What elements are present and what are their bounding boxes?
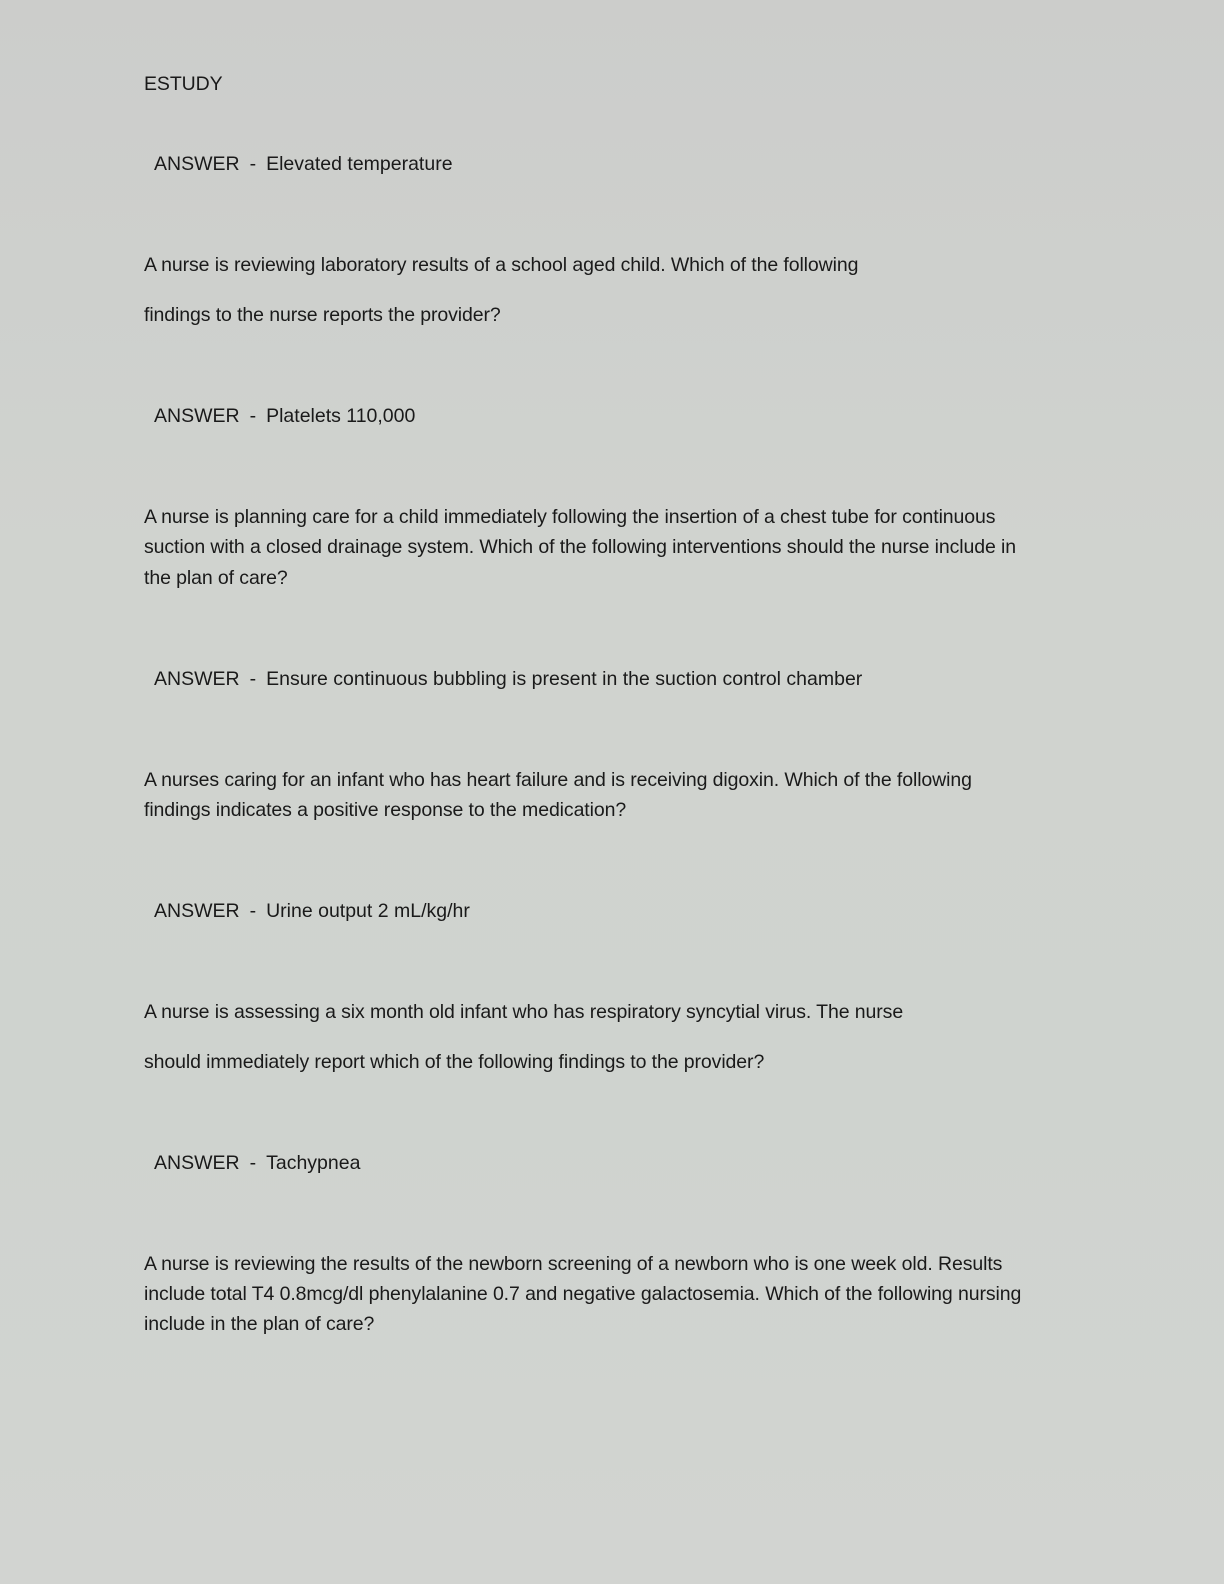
- answer-line: [154, 1148, 360, 1179]
- answer-label: ANSWER: [154, 153, 240, 175]
- question-line: A nurses caring for an infant who has heart failure and is receiving digoxin. Which of the following: [144, 769, 972, 791]
- question-line: should immediately report which of the following findings to the provider?: [144, 1051, 765, 1073]
- answer-separator: -: [249, 1152, 257, 1174]
- question-line: the plan of care?: [144, 567, 288, 589]
- answer-line: [154, 896, 470, 927]
- question-line: suction with a closed drainage system. Which of the following interventions should the nurse include in: [144, 536, 1017, 558]
- answer-separator: -: [249, 668, 257, 690]
- answer-separator: -: [249, 900, 257, 922]
- answer-line: [154, 401, 415, 432]
- question-line: A nurse is reviewing laboratory results of a school aged child. Which of the following: [144, 254, 859, 276]
- answer-label: ANSWER: [154, 405, 240, 427]
- question-line: A nurse is reviewing the results of the newborn screening of a newborn who is one week old. Results: [144, 1253, 1003, 1275]
- answer-separator: -: [249, 153, 257, 175]
- answer-label: ANSWER: [154, 900, 240, 922]
- question-line: include in the plan of care?: [144, 1313, 375, 1335]
- answer-line: [154, 664, 862, 695]
- answer-label: ANSWER: [154, 668, 240, 690]
- answer-text: Urine output 2 mL/kg/hr: [266, 900, 470, 922]
- question-line: findings indicates a positive response to the medication?: [144, 799, 627, 821]
- question-line: A nurse is planning care for a child immediately following the insertion of a chest tube for continuous: [144, 506, 996, 528]
- answer-text: Ensure continuous bubbling is present in the suction control chamber: [266, 668, 863, 690]
- answer-text: Elevated temperature: [266, 153, 453, 175]
- document-title: ESTUDY: [144, 73, 223, 95]
- answer-text: Tachypnea: [266, 1152, 361, 1174]
- answer-line: [154, 149, 453, 180]
- answer-separator: -: [249, 405, 257, 427]
- answer-text: Platelets 110,000: [266, 405, 416, 427]
- question-line: include total T4 0.8mcg/dl phenylalanine 0.7 and negative galactosemia. Which of the following nursing: [144, 1283, 1022, 1305]
- answer-label: ANSWER: [154, 1152, 240, 1174]
- question-line: A nurse is assessing a six month old infant who has respiratory syncytial virus. The nurse: [144, 1001, 904, 1023]
- question-line: findings to the nurse reports the provider?: [144, 304, 501, 326]
